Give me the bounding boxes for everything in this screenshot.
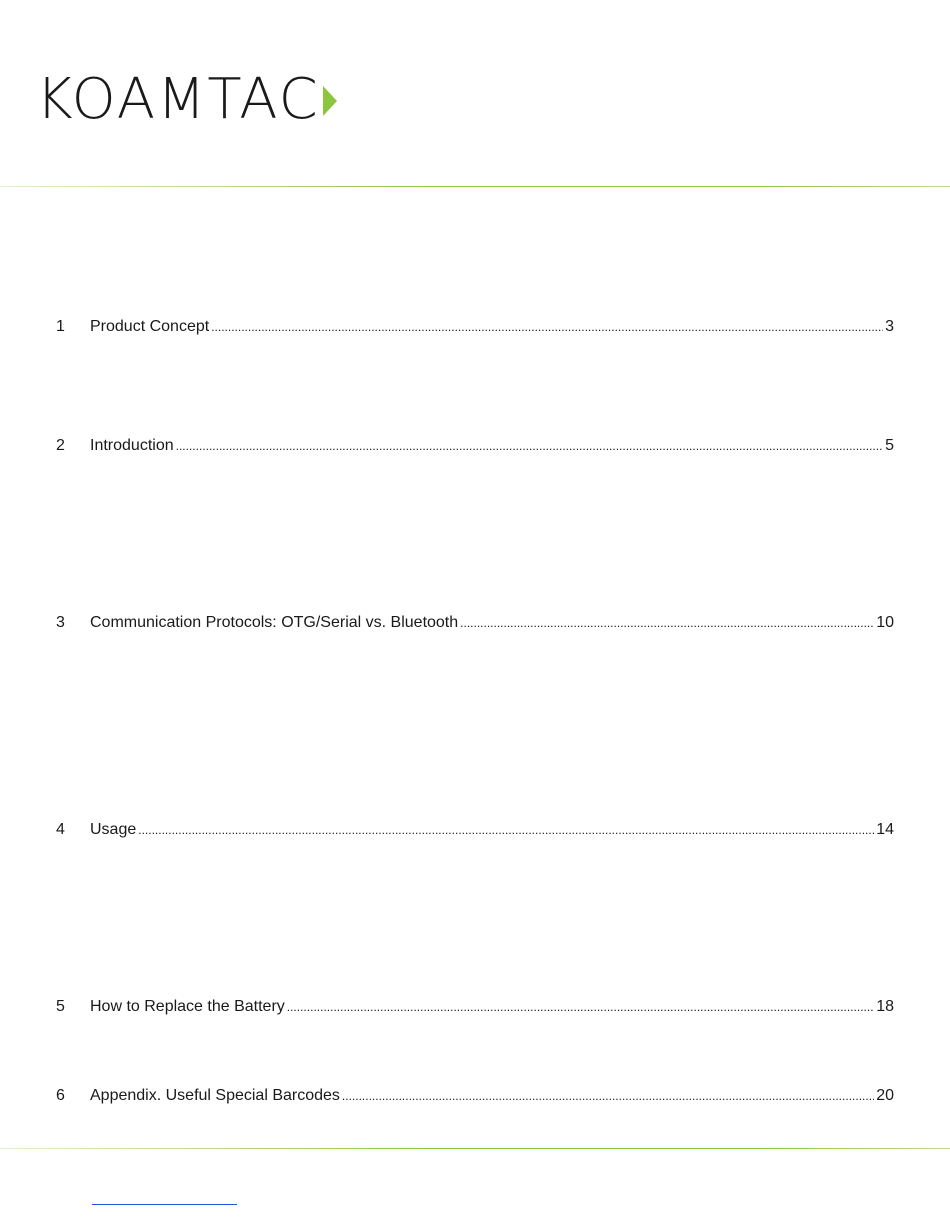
toc-leader-dots [211,317,883,337]
toc-page-number[interactable]: 18 [876,998,894,1015]
toc-page-number[interactable]: 20 [876,1087,894,1104]
toc-page-number[interactable]: 10 [876,614,894,631]
toc-title[interactable]: Product Concept [90,318,210,335]
play-arrow-icon [323,86,337,116]
toc-page-number[interactable]: 3 [885,318,894,335]
toc-title[interactable]: Usage [90,821,137,838]
toc-number: 4 [56,821,65,838]
toc-entry-2[interactable] [56,436,894,456]
toc-page-number[interactable]: 5 [885,437,894,454]
logo-wordmark: KOAMTAC [36,67,320,132]
footer-link-underline[interactable] [92,1204,237,1205]
toc-entry-5[interactable] [56,997,894,1017]
toc-title[interactable]: Introduction [90,437,174,454]
toc-leader-dots [342,1086,874,1106]
toc-number: 5 [56,998,65,1015]
toc-entry-1[interactable] [56,317,894,337]
toc-entry-4[interactable] [56,820,894,840]
toc-entry-6[interactable] [56,1086,894,1106]
toc-leader-dots [176,436,883,456]
toc-title[interactable]: Appendix. Useful Special Barcodes [90,1087,340,1104]
toc-number: 2 [56,437,65,454]
toc-number: 3 [56,614,65,631]
toc-leader-dots [138,820,874,840]
toc-number: 1 [56,318,65,335]
toc-leader-dots [460,613,874,633]
toc-title[interactable]: Communication Protocols: OTG/Serial vs. Bluetooth [90,614,459,631]
koamtac-logo [36,67,337,132]
toc-number: 6 [56,1087,65,1104]
toc-entry-3[interactable] [56,613,894,633]
toc-page-number[interactable]: 14 [876,821,894,838]
toc-leader-dots [287,997,874,1017]
footer-divider [0,1148,950,1149]
header-divider [0,186,950,187]
toc-title[interactable]: How to Replace the Battery [90,998,285,1015]
